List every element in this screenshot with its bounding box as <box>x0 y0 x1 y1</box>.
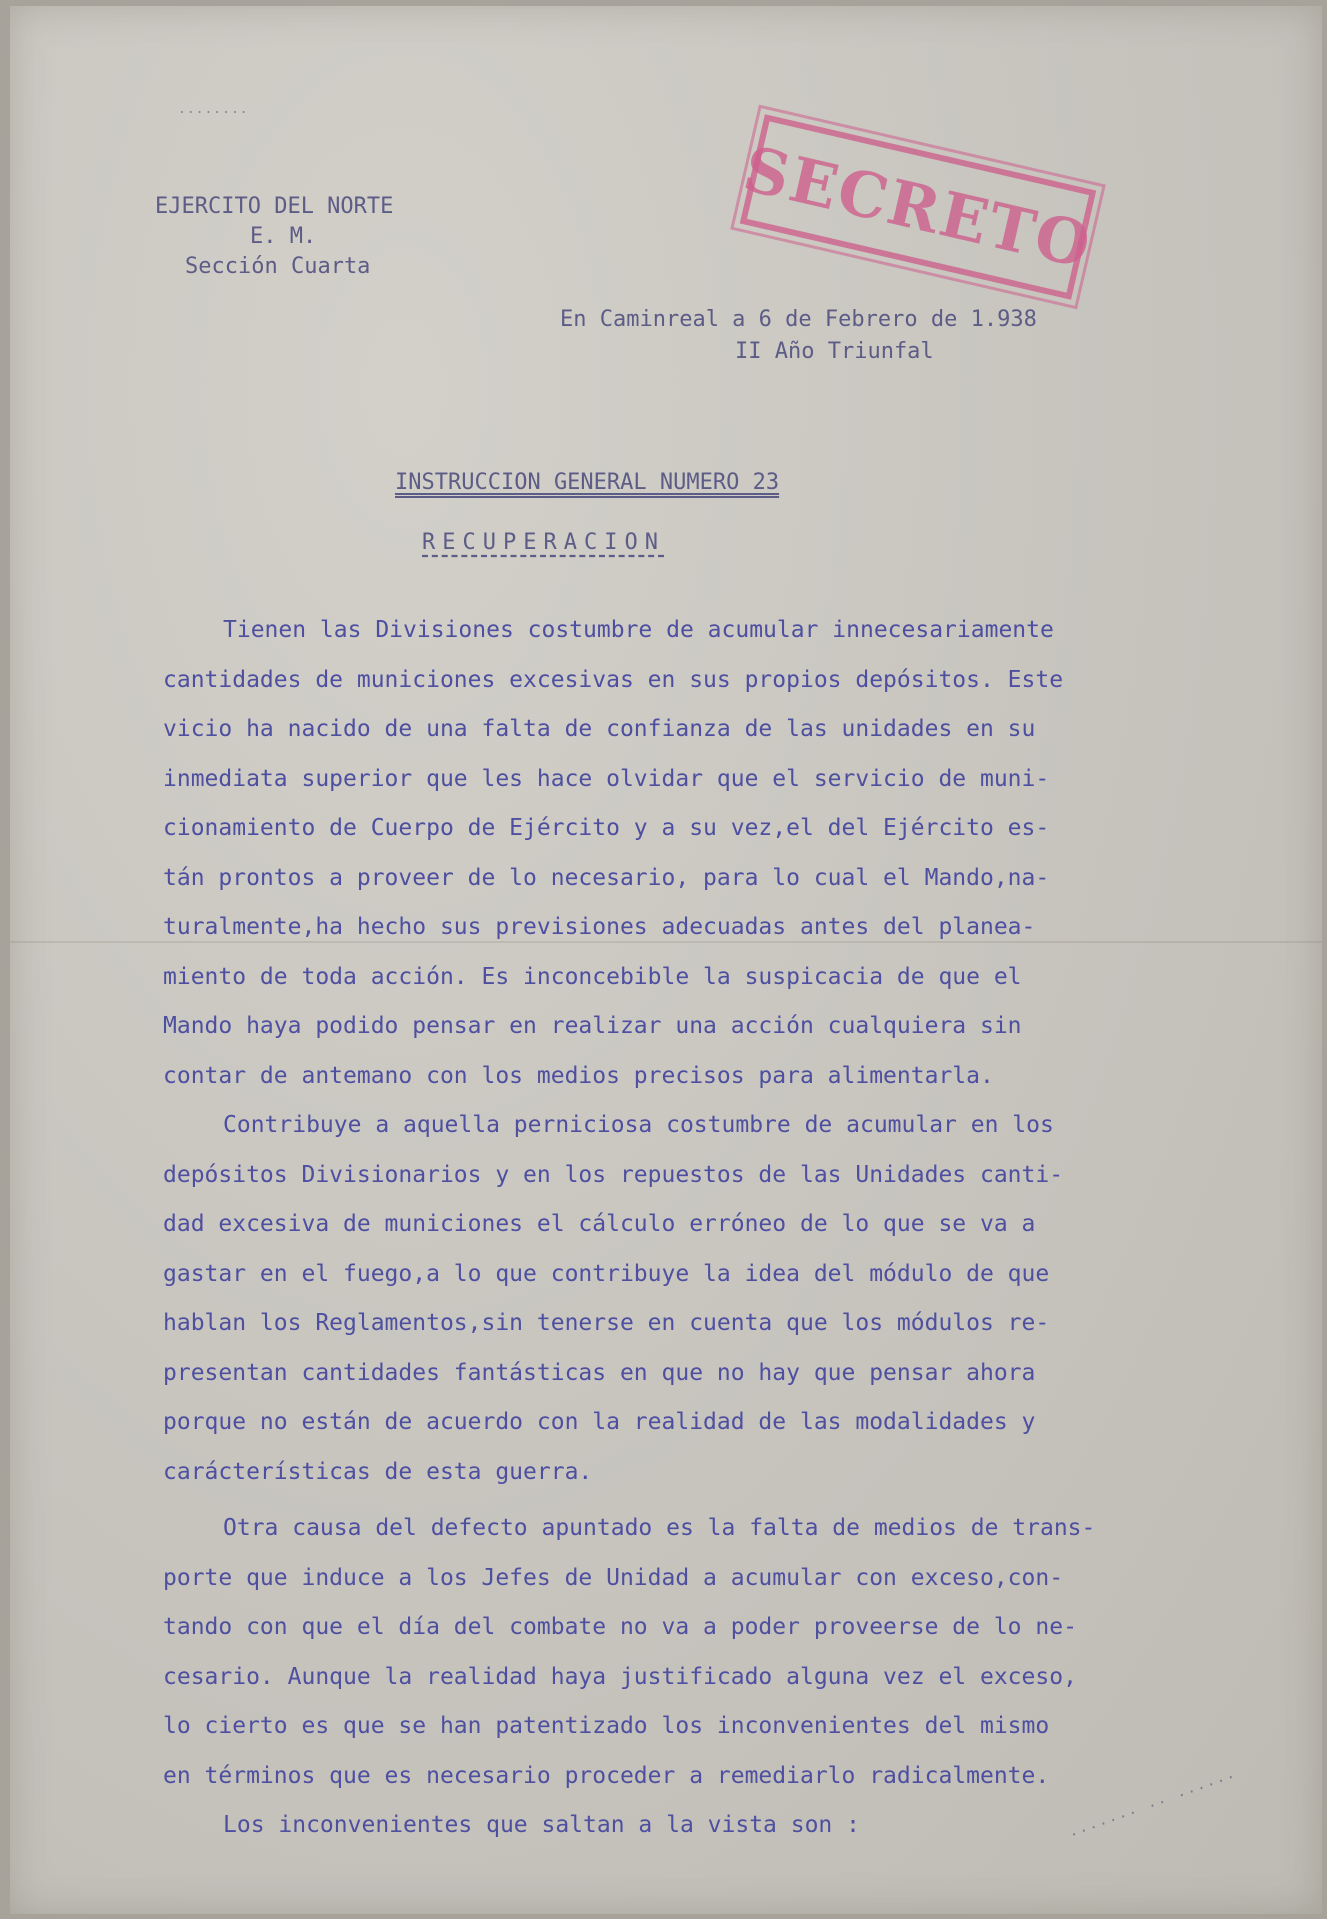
document-subtitle: RECUPERACION <box>422 530 665 555</box>
year-line: II Año Triunfal <box>735 339 934 364</box>
body-line: Los inconvenientes que saltan a la vista son : <box>223 1812 860 1838</box>
body-line: inmediata superior que les hace olvidar que el servicio de muni- <box>163 765 1050 792</box>
document-page <box>10 6 1322 1914</box>
body-line: tando con que el día del combate no va a poder proveerse de lo ne- <box>163 1614 1077 1640</box>
body-line: hablan los Reglamentos,sin tenerse en cuenta que los módulos re- <box>163 1310 1050 1336</box>
body-text <box>163 606 1203 1851</box>
date-block <box>560 304 1037 368</box>
document-title: INSTRUCCION GENERAL NUMERO 23 <box>395 470 780 495</box>
date-line: En Caminreal a 6 de Febrero de 1.938 <box>560 307 1037 332</box>
body-line: tán prontos a proveer de lo necesario, para lo cual el Mando,na- <box>163 864 1050 891</box>
body-line: depósitos Divisionarios y en los repuestos de las Unidades canti- <box>163 1161 1064 1188</box>
letterhead-line-army: EJERCITO DEL NORTE <box>155 194 394 219</box>
body-line: porque no están de acuerdo con la realidad de las modalidades y <box>163 1409 1036 1435</box>
body-line: dad excesiva de municiones el cálculo erróneo de lo que se va a <box>163 1211 1036 1237</box>
body-line: vicio ha nacido de una falta de confianza de las unidades en su <box>163 716 1036 742</box>
letterhead <box>155 192 393 282</box>
body-line: Mando haya podido pensar en realizar una acción cualquiera sin <box>163 1013 1022 1039</box>
body-line: en términos que es necesario proceder a remediarlo radicalmente. <box>163 1762 1050 1789</box>
body-line: cesario. Aunque la realidad haya justificado alguna vez el exceso, <box>163 1663 1077 1690</box>
body-line: porte que induce a los Jefes de Unidad a acumular con exceso,con- <box>163 1564 1064 1591</box>
ink-speckle: ....... .. ...... <box>1066 1764 1239 1841</box>
body-line: Contribuye a aquella perniciosa costumbre de acumular en los <box>223 1112 1054 1138</box>
body-line: turalmente,ha hecho sus previsiones adecuadas antes del planea- <box>163 914 1036 940</box>
body-line: carácterísticas de esta guerra. <box>163 1458 593 1485</box>
corner-mark: ........ <box>178 102 249 117</box>
body-line: gastar en el fuego,a lo que contribuye la idea del módulo de que <box>163 1260 1050 1287</box>
letterhead-line-section: Sección Cuarta <box>185 254 371 279</box>
body-line: cionamiento de Cuerpo de Ejército y a su vez,el del Ejército es- <box>163 815 1050 841</box>
body-line: Otra causa del defecto apuntado es la falta de medios de trans- <box>223 1515 1096 1541</box>
body-line: miento de toda acción. Es inconcebible la suspicacia de que el <box>163 963 1022 990</box>
body-line: cantidades de municiones excesivas en sus propios depósitos. Este <box>163 666 1064 693</box>
letterhead-line-staff: E. M. <box>250 224 317 249</box>
body-line: lo cierto es que se han patentizado los inconvenientes del mismo <box>163 1713 1050 1739</box>
body-line: contar de antemano con los medios precisos para alimentarla. <box>163 1062 994 1089</box>
secret-stamp: SECRETO <box>740 114 1096 300</box>
body-line: Tienen las Divisiones costumbre de acumular innecesariamente <box>223 617 1054 643</box>
body-line: presentan cantidades fantásticas en que no hay que pensar ahora <box>163 1359 1036 1386</box>
